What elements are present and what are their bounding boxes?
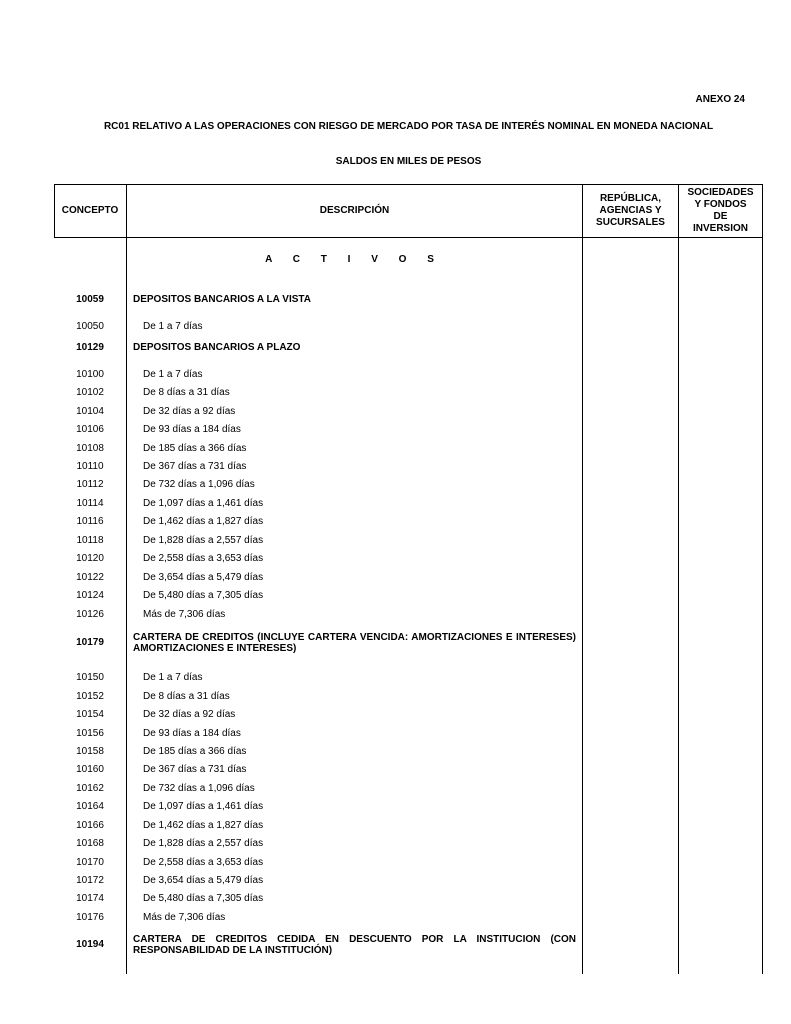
concept-description: De 5,480 días a 7,305 días: [143, 893, 264, 904]
column-header-concepto: CONCEPTO: [61, 204, 119, 216]
concept-description: DEPOSITOS BANCARIOS A PLAZO: [133, 342, 301, 353]
concept-description: De 1,462 días a 1,827 días: [143, 516, 264, 527]
concept-code: 10104: [76, 406, 104, 417]
concept-description: De 1,097 días a 1,461 días: [143, 801, 264, 812]
concept-code: 10116: [76, 516, 104, 527]
concept-code: 10126: [76, 609, 104, 620]
concept-description: De 1 a 7 días: [143, 321, 203, 332]
concept-description: De 3,654 días a 5,479 días: [143, 875, 264, 886]
concept-code: 10100: [76, 369, 104, 380]
concept-description: De 1,828 días a 2,557 días: [143, 838, 264, 849]
document-subtitle: SALDOS EN MILES DE PESOS: [335, 156, 482, 167]
concept-description: De 5,480 días a 7,305 días: [143, 590, 264, 601]
concept-code: 10108: [76, 443, 104, 454]
concept-code: 10120: [76, 553, 104, 564]
concept-code: 10156: [76, 728, 104, 739]
concept-code: 10102: [76, 387, 104, 398]
concept-code: 10106: [76, 424, 104, 435]
concept-code: 10154: [76, 709, 104, 720]
concept-description: De 185 días a 366 días: [143, 746, 247, 757]
concept-code: 10129: [76, 342, 104, 353]
republica-column-divider: [678, 184, 679, 974]
concept-description: De 1,828 días a 2,557 días: [143, 535, 264, 546]
header-bottom-border: [54, 237, 763, 238]
document-title: RC01 RELATIVO A LAS OPERACIONES CON RIESGO DE MERCADO POR TASA DE INTERÉS NOMINAL EN MONEDA NACIONAL: [103, 121, 714, 132]
concept-description: De 732 días a 1,096 días: [143, 479, 255, 490]
concept-description: Más de 7,306 días: [143, 912, 226, 923]
concept-code: 10122: [76, 572, 104, 583]
concept-code: 10166: [76, 820, 104, 831]
concepto-column-divider: [126, 184, 127, 974]
concept-description: De 8 días a 31 días: [143, 387, 230, 398]
column-header-sociedades: SOCIEDADES Y FONDOS DE INVERSION: [687, 186, 754, 234]
concept-code: 10112: [76, 479, 104, 490]
concept-description: De 3,654 días a 5,479 días: [143, 572, 264, 583]
concept-description: De 1 a 7 días: [143, 672, 203, 683]
concept-description: De 367 días a 731 días: [143, 461, 247, 472]
concept-code: 10162: [76, 783, 104, 794]
concept-description: CARTERA DE CREDITOS (INCLUYE CARTERA VENCIDA: AMORTIZACIONES E INTERESES) AMORTIZACIONES E INTERESES): [133, 632, 576, 654]
column-header-descripcion: DESCRIPCIÓN: [319, 204, 390, 216]
concept-code: 10164: [76, 801, 104, 812]
table-right-border: [762, 184, 763, 974]
concept-description: De 1,097 días a 1,461 días: [143, 498, 264, 509]
concept-code: 10179: [76, 637, 104, 648]
concept-description: De 32 días a 92 días: [143, 709, 236, 720]
concept-code: 10114: [76, 498, 104, 509]
concept-description: De 1 a 7 días: [143, 369, 203, 380]
concept-description: De 93 días a 184 días: [143, 728, 241, 739]
concept-description: De 93 días a 184 días: [143, 424, 241, 435]
concept-code: 10050: [76, 321, 104, 332]
concept-description: De 367 días a 731 días: [143, 764, 247, 775]
concept-code: 10174: [76, 893, 104, 904]
concept-description: De 185 días a 366 días: [143, 443, 247, 454]
concept-code: 10150: [76, 672, 104, 683]
concept-code: 10170: [76, 857, 104, 868]
concept-code: 10176: [76, 912, 104, 923]
concept-description: De 2,558 días a 3,653 días: [143, 553, 264, 564]
concept-description: DEPOSITOS BANCARIOS A LA VISTA: [133, 294, 311, 305]
concept-code: 10172: [76, 875, 104, 886]
column-header-republica: REPÚBLICA, AGENCIAS Y SUCURSALES: [596, 192, 665, 228]
concept-code: 10168: [76, 838, 104, 849]
concept-description: Más de 7,306 días: [143, 609, 226, 620]
concept-table: [54, 184, 763, 974]
concept-description: De 732 días a 1,096 días: [143, 783, 255, 794]
activos-heading: A C T I V O S: [265, 254, 443, 265]
concept-code: 10059: [76, 294, 104, 305]
concept-code: 10118: [76, 535, 104, 546]
concept-code: 10194: [76, 939, 104, 950]
concept-code: 10152: [76, 691, 104, 702]
concept-code: 10160: [76, 764, 104, 775]
concept-description: De 8 días a 31 días: [143, 691, 230, 702]
concept-description: CARTERA DE CREDITOS CEDIDA EN DESCUENTO POR LA INSTITUCION (CON RESPONSABILIDAD DE LA INSTITUCIÓN): [133, 934, 576, 956]
concept-code: 10158: [76, 746, 104, 757]
concept-code: 10124: [76, 590, 104, 601]
annex-label: ANEXO 24: [695, 94, 745, 105]
concept-description: De 32 días a 92 días: [143, 406, 236, 417]
concept-code: 10110: [76, 461, 104, 472]
concept-description: De 1,462 días a 1,827 días: [143, 820, 264, 831]
descripcion-column-divider: [582, 184, 583, 974]
concept-description: De 2,558 días a 3,653 días: [143, 857, 264, 868]
